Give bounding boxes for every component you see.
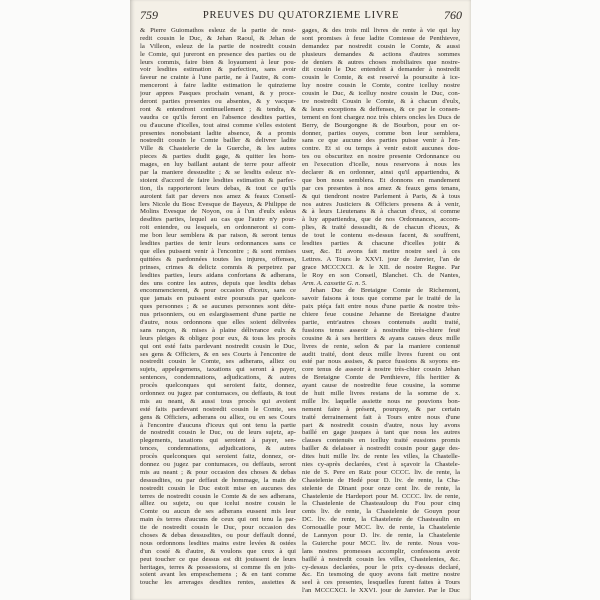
- text-line-left: des uns contre les autres, depuis que lesdits debas: [140, 279, 296, 287]
- text-line-left: redit cousin le Duc, & Jehan Raoul, & Jehan de: [140, 34, 296, 42]
- text-line-left: tences, condemnations, adjudications, & autres: [140, 445, 296, 453]
- text-line-left: menceront à faire ladite estimation le quinzieme: [140, 82, 296, 90]
- text-line-left: nus prisonniers, ou en eslargissement d'une partie ne: [140, 311, 296, 319]
- text-line-left: par la maniere dessusdite ; & se lesdits esleuz n'e-: [140, 169, 296, 177]
- text-line-left: nostredit cousin le Comte, ses adherans, alliez ou: [140, 358, 296, 366]
- text-line-right: tre nostredit Cousin le Comte, & à chacun d'eulx,: [302, 98, 460, 106]
- text-line-right: DC. liv. de rente, la Chastelenie de Chasteaulin en: [302, 516, 460, 524]
- text-line-right: baillé à nostredit cousin les villes, Chastelenies, &c.: [302, 555, 460, 563]
- text-line-left: dessusdites, ou par deffaut de hommage, la main de: [140, 476, 296, 484]
- text-line-right: de deniers & autres choses mobiliaires que nostre-: [302, 58, 460, 66]
- text-line-left: sentences, condemnations, adjudications, & autres: [140, 374, 296, 382]
- text-line-left: desdites parties, lequel au cas que l'autre n'y pour-: [140, 216, 296, 224]
- text-line-right: dites huit mille liv. de rente les villes, la Chastelle-: [302, 453, 460, 461]
- text-line-right: de Lannyon pour D. liv. de rente, la Chastelenie: [302, 532, 460, 539]
- text-line-left: Molins Evesque de Noyon, ou à l'un d'eulx esleus: [140, 208, 296, 216]
- text-line-right: demandez par nostredit cousin le Comte, & aussi: [302, 42, 460, 50]
- text-line-right: bailler & delaisser à nostredit cousin pour gage des-: [302, 445, 460, 453]
- text-line-right: Chastelenie de Hedé pour D. liv. de rente, la Cha-: [302, 476, 460, 484]
- text-line-left: mis au neant, & aussi tous procès qui avoient: [140, 397, 296, 405]
- text-line-left: mis au neant ; & pour occasion des choses & debas: [140, 468, 296, 476]
- text-line-right: livres de rente, selon & par la maniere contenuë: [302, 342, 460, 350]
- text-line-right: declarer & en ordonner, ainsi qu'il appartiendra, &: [302, 169, 460, 177]
- text-line-left: pieces & parties dudit gage, & quitter les hom-: [140, 153, 296, 161]
- text-line-left: nostredit cousin le Comte bailler & delivrer ladite: [140, 137, 296, 145]
- page-number-right: 760: [444, 8, 462, 22]
- text-line-left: prinses, crimes & delictz commis & perpetrez par: [140, 263, 296, 271]
- text-line-right: que bon nous semblera. Et donnons en mandement: [302, 176, 460, 184]
- text-line-left: que elles puissent venir à l'encontre ; & sont remises: [140, 247, 296, 255]
- text-line-left: procès quelconques qui seroient faitz, donnez,: [140, 382, 296, 390]
- text-line-left: de nostredit cousin le Duc, ou de leurs sujetz, ap-: [140, 429, 296, 437]
- text-line-left: roit entendre, ou lesquels, en ordonneront si com-: [140, 224, 296, 232]
- text-line-right: cents liv. de rente, la Chastelenie de Gouyn pour: [302, 508, 460, 516]
- text-line-right: savoir faisons à tous que comme par le traité de la: [302, 295, 460, 303]
- text-line-right: nement faire à présent, pourquoy, & par certain: [302, 405, 460, 413]
- text-line-left: nous ordonnons lesdites mains estre levées & ostées: [140, 539, 296, 547]
- text-line-left: plegements, taxations qui seroient à payer, sen-: [140, 437, 296, 445]
- text-line-right: Chastelenie de Hardeport pour M. CCCC. liv. de rente,: [302, 492, 460, 500]
- text-line-left: ses gens & Officiers, & en ses Courts à l'encontre de: [140, 350, 296, 358]
- text-line-left: tion, ils rapporteront leurs debas, & tout ce qu'ils: [140, 184, 296, 192]
- text-line-right: stelenie de Dinant pour onze cent liv. de rente, la: [302, 484, 460, 492]
- text-line-right: &c. En tesmoing de quoy avons fait mettre nostre: [302, 571, 460, 579]
- text-line-right: à luy appartiendra, que de nos Ordonnances, accom-: [302, 216, 460, 224]
- text-line-left: jour appres Pasques prochain venant, & y proce-: [140, 90, 296, 98]
- text-line-left: Comte ou aucun de ses adherans eussent mis leur: [140, 508, 296, 516]
- text-line-left: d'un costé & d'autre, & voulons que ceux à qui: [140, 547, 296, 555]
- text-line-left: le Comte, qui jureront en presence des parties ou de: [140, 50, 296, 58]
- text-line-right: nie de S. Pere en Raiz pour CCCC. liv. de rente, la: [302, 468, 460, 476]
- text-line-left: encommencierent, & pour occasion d'iceux, sans ce: [140, 287, 296, 295]
- text-line-left: qui ont esté faits pardevant nostredit cousin le Duc,: [140, 342, 296, 350]
- text-line-right: Berry, de Bourgongne & de Bourbon, pour en or-: [302, 121, 460, 129]
- text-line-right: de tout le contenu es-dessus facent, & souffrent,: [302, 232, 460, 240]
- text-line-left: deront parties presentes ou absentes, & y vacque-: [140, 98, 296, 106]
- text-line-right: gages, & des trois mil livres de rente à vie qui luy: [302, 27, 460, 34]
- text-line-right: ayant cause de nostredite feue cousine, la somme: [302, 382, 460, 390]
- text-line-right: cousine & à ses heritiers & ayans causes deux mille: [302, 334, 460, 342]
- text-line-left: ou d'aucune d'icelles, tout ainsi comme s'elles estoient: [140, 121, 296, 129]
- text-line-left: lers Nicole du Bosc Evesque de Bayeux, & Philippe de: [140, 200, 296, 208]
- text-line-left: nostredit cousin le Duc estoit mise en aucunes des: [140, 484, 296, 492]
- text-line-right: chiere feue cousine Jehanne de Bretaigne d'autre: [302, 311, 460, 319]
- text-line-left: la Villeon, esleuz de la partie de nostredit cousin: [140, 42, 296, 50]
- text-line-right: Arm. A. cassette G. n. 5.: [302, 279, 367, 287]
- text-line-left: ront & entendront continuellement ; & tendra, &: [140, 105, 296, 113]
- text-line-right: sans ce que aucune des parties puisse venir à l'en-: [302, 137, 460, 145]
- text-line-right: paix piéça fait entre nous d'une partie & nostre très-: [302, 303, 460, 311]
- text-line-right: le Roy en son Conseil, Blanchet. Ch. de Nantes,: [302, 271, 460, 279]
- text-line-left: leurs commis, faire bien & loyaument à leur pou-: [140, 58, 296, 66]
- text-line-right: luy nostre cousin le Comte, contre icelluy nostre: [302, 82, 460, 90]
- text-line-left: auroient fait par devers nos amez & feaux Conseil-: [140, 192, 296, 200]
- text-line-left: presentes nonobstant ladite absence, & a promis: [140, 129, 296, 137]
- text-line-right: la Guierche pour MCC. liv. de rente. Nous vou-: [302, 539, 460, 547]
- text-line-right: & qui tiendront nostre Parlement à Paris, & à tous: [302, 192, 460, 200]
- text-line-right: sont promises à feue ladite Comtesse de Penthievre,: [302, 34, 460, 42]
- text-line-right: mille liv. laquelle assiette nous ne pouvions bon-: [302, 397, 460, 405]
- text-line-right: traité derrainement fait à Tours entre nous d'une: [302, 413, 460, 421]
- text-line-right: Jehan Duc de Bretaigne Comte de Richemont,: [310, 287, 460, 295]
- text-line-left: ordonnez ou jugez par contumaces, ou deffauts, & tout: [140, 389, 296, 397]
- text-line-right: esté par nous assises, & parce fussions & soyons en-: [302, 358, 460, 366]
- text-line-left: ques personnes ; & se aucunes personnes sont déte-: [140, 303, 296, 311]
- text-column-right: [302, 27, 460, 597]
- text-line-left: esté faits pardevant nostredit cousin le Comte, ses: [140, 405, 296, 413]
- book-page: [130, 0, 471, 600]
- text-line-right: nies cy-après declarées, c'est à sçavoir la Chastele-: [302, 460, 460, 468]
- text-line-right: par ces presentes à nos amez & feaux gens tenans,: [302, 184, 460, 192]
- text-line-left: sans rançon, & mises à plaine délivrance eulx &: [140, 326, 296, 334]
- text-line-left: me bon leur semblera & par raison, & seront tenus: [140, 232, 296, 240]
- text-line-right: l'an MCCCXCI. le XXVI. jour de Janvier. Par le Duc: [302, 587, 460, 595]
- text-line-left: lesdites parties de tenir leurs ordonnances sans ce: [140, 240, 296, 248]
- text-line-right: cousin le Comte, & est reservé la poursuite à ice-: [302, 74, 460, 82]
- text-line-left: peut toucher ce que dessus est dit jouissent de leurs: [140, 555, 296, 563]
- text-line-right: partie, entr'autres choses contenuës audit traité,: [302, 318, 460, 326]
- text-line-left: quittées & pardonnées toutes les injures, offenses,: [140, 255, 296, 263]
- text-line-right: tes ou obscuritez en nostre presente Ordonnance ou: [302, 153, 460, 161]
- text-line-right: tement en font chargez noz très chiers oncles les Ducs de: [302, 113, 460, 121]
- text-line-left: stoient d'accord de faire lesdites estimation & parfec-: [140, 176, 296, 184]
- text-line-right: plies, & traité dessusdit, & de chacun d'iceux, &: [302, 224, 460, 232]
- text-column-left: [140, 27, 296, 597]
- text-line-right: user, &c. Et avons fait mettre nostre seel à ces: [302, 247, 460, 255]
- text-line-left: heritages, terres & possessions, si comme ils en joïs-: [140, 563, 296, 571]
- text-line-left: d'autre, nous ordonnons que elles soient délivrées: [140, 318, 296, 326]
- text-line-left: main ès terres d'aucuns de ceux qui ont tenu la par-: [140, 516, 296, 524]
- text-line-right: plusieurs demandes & actions d'autres sommes: [302, 50, 460, 58]
- text-line-left: à l'encontre d'aucuns d'iceux qui ont tenu la partie: [140, 421, 296, 429]
- text-line-left: alliez ou sujetz, ou que icelui nostre cousin le: [140, 500, 296, 508]
- page-number-left: 759: [140, 8, 158, 22]
- text-line-right: cousin le Duc, & icelluy nostre cousin le Duc, con-: [302, 90, 460, 98]
- text-line-right: fussions tenus asseoir à nostredite très-chiere feuë: [302, 326, 460, 334]
- text-line-left: mages, en luy baillant autant de terre pour affeoir: [140, 161, 296, 169]
- text-line-left: faveur ne crainte à l'une partie, ne à l'autre, & com-: [140, 74, 296, 82]
- text-line-left: voir lesdites estimation & parfection, sans avoir: [140, 66, 296, 74]
- text-line-left: donnez ou jugez par contumaces, ou deffauts, seront: [140, 460, 296, 468]
- text-line-right: donner, parties ouyes, comme bon leur semblera,: [302, 129, 460, 137]
- text-line-right: de huit mille livres restans de la somme de x.: [302, 389, 460, 397]
- text-line-right: clauses contenuës en icelluy traité eussions promis: [302, 437, 460, 445]
- text-line-right: de Bretaigne Comte de Penthievre, fils heritier &: [302, 374, 460, 382]
- text-line-left: procès quelconques qui seroient faitz, donnez, or-: [140, 453, 296, 461]
- text-line-right: part & nostredit cousin d'autre, nous luy avons: [302, 421, 460, 429]
- text-line-left: vaudra ce qu'ils feront en l'absence desdites parties,: [140, 113, 296, 121]
- text-line-left: choses & debas dessusdites, ou pour deffault donné,: [140, 532, 296, 539]
- text-line-right: Lettres. A Tours le XXVI. jour de Janvier, l'an de: [302, 255, 460, 263]
- text-line-right: baillé en gage jusques à tant que nous les autres: [302, 429, 460, 437]
- text-line-left: tie de nostredit cousin le Duc, pour occasion des: [140, 524, 296, 532]
- text-line-left: & Pierre Guiomathos esleuz de la partie de nost-: [140, 27, 296, 34]
- text-line-right: cy-dessus declarées, pour le prix cy-dessus declaré,: [302, 563, 460, 571]
- text-line-right: dit cousin le Duc entendoit à demander à nostredit: [302, 66, 460, 74]
- text-line-left: leurs pleiges & obligez pour eux, & tous les procès: [140, 334, 296, 342]
- text-line-right: seel à ces presentes, lesquelles furent faites à Tours: [302, 579, 460, 587]
- text-line-right: contre. Et si ou temps à venir estoit aucunes dou-: [302, 145, 460, 153]
- text-line-left: gens & Officiers, adherans ou alliez, ou en ses Cours: [140, 413, 296, 421]
- text-line-left: lesdites parties, leurs aidans confortans & adherans,: [140, 271, 296, 279]
- text-line-left: touche les arrerages desdites rentes, assiettes &: [140, 579, 296, 587]
- text-line-right: lesdites parties & chacune d'icelles joüir &: [302, 240, 460, 248]
- text-line-right: lans nostres promesses accomplir, confessons avoir: [302, 547, 460, 555]
- text-line-right: la Chastelenie de Chasteauloup du Fou pour cinq: [302, 500, 460, 508]
- text-line-left: soient avant les empeschemens ; & en tant comme: [140, 571, 296, 579]
- text-line-left: terres de nostredit cousin le Comte & de ses adherans,: [140, 492, 296, 500]
- running-header: [140, 8, 462, 24]
- text-line-left: Ville & Chastelerie de la Guerche, & les autres: [140, 145, 296, 153]
- text-line-right: nos autres Justiciers & Officiers presens & à venir,: [302, 200, 460, 208]
- text-line-right: Cornouaille pour MCC. liv. de rente, la Chastelenie: [302, 524, 460, 532]
- text-line-left: sujets, appelegemens, taxations qui seront à payer,: [140, 366, 296, 374]
- text-line-right: en l'execution d'icelle, nous reservons à nous les: [302, 161, 460, 169]
- text-line-right: grace MCCCXCI. & le XII. de nostre Regne. Par: [302, 263, 460, 271]
- running-title: PREUVES DU QUATORZIEME LIVRE: [202, 10, 400, 21]
- text-line-right: & à leurs Lieutenans & à chacun d'eux, si comme: [302, 208, 460, 216]
- text-line-left: que jamais en puissent estre poursuis par quelcon-: [140, 295, 296, 303]
- text-line-right: core tenus de asseoir à nostre très-chier cousin Jehan: [302, 366, 460, 374]
- text-line-right: & leurs exceptions & deffenses, & ce par le consen-: [302, 105, 460, 113]
- text-line-right: audit traité, dont deux mille livres furent ou ont: [302, 350, 460, 358]
